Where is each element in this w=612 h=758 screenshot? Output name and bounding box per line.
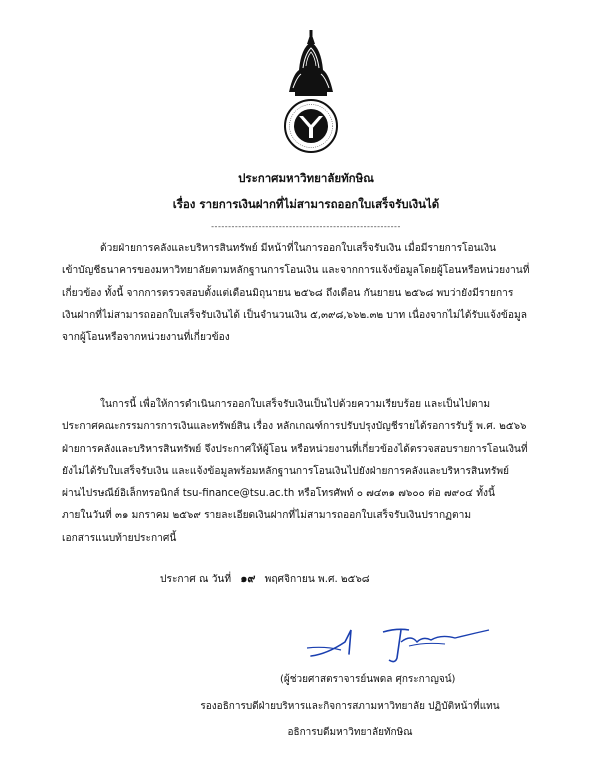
paragraph-2-line: เอกสารแนบท้ายประกาศนี้ bbox=[62, 532, 177, 544]
paragraph-1-line: เข้าบัญชีธนาคารของมหาวิทยาลัยตามหลักฐานการโอนเงิน และจากการแจ้งข้อมูลโดยผู้โอนหรือหน่วยงานที่ bbox=[62, 265, 530, 277]
signatory-position-2: อธิการบดีมหาวิทยาลัยทักษิณ bbox=[287, 727, 413, 738]
page-title: ประกาศมหาวิทยาลัยทักษิณ bbox=[238, 171, 374, 185]
university-seal-icon bbox=[283, 30, 339, 158]
paragraph-2-line: ผ่านไปรษณีย์อิเล็กทรอนิกส์ tsu-finance@tsu.ac.th หรือโทรศัพท์ ๐ ๗๔๓๑ ๗๖๐๐ ต่อ ๗๙๐๔ ทั้งนี้ bbox=[62, 488, 495, 500]
paragraph-1-line: เกี่ยวข้อง ทั้งนี้ จากการตรวจสอบตั้งแต่เดือนมิถุนายน ๒๕๖๘ ถึงเดือน กันยายน ๒๕๖๘ พบว่ายังมีรายการ bbox=[62, 287, 514, 299]
paragraph-2-line: ในการนี้ เพื่อให้การดำเนินการออกใบเสร็จรับเงินเป็นไปด้วยความเรียบร้อย และเป็นไปตาม bbox=[100, 399, 491, 410]
signatory-name: (ผู้ช่วยศาสตราจารย์นพดล ศุกระกาญจน์) bbox=[280, 674, 456, 685]
paragraph-2 bbox=[62, 394, 570, 550]
paragraph-2-line: ประกาศคณะกรรมการการเงินและทรัพย์สิน เรื่อง หลักเกณฑ์การปรับปรุงบัญชีรายได้รอการรับรู้ พ.ศ. ๒๕๖๖ bbox=[62, 421, 527, 433]
date-prefix: ประกาศ ณ วันที่ bbox=[160, 574, 232, 585]
handwritten-signature-icon bbox=[305, 612, 495, 672]
announcement-subject: เรื่อง รายการเงินฝากที่ไม่สามารถออกใบเสร็จรับเงินได้ bbox=[172, 197, 440, 211]
paragraph-1 bbox=[62, 238, 570, 349]
paragraph-1-line: เงินฝากที่ไม่สามารถออกใบเสร็จรับเงินได้ เป็นจำนวนเงิน ๕,๓๙๘,๖๖๒.๓๒ บาท เนื่องจากไม่ได้รับแจ้งข้อมูล bbox=[62, 309, 527, 321]
paragraph-1-line: ด้วยฝ่ายการคลังและบริหารสินทรัพย์ มีหน้าที่ในการออกใบเสร็จรับเงิน เมื่อมีรายการโอนเงิน bbox=[100, 243, 497, 254]
date-month-year: พฤศจิกายน พ.ศ. ๒๕๖๘ bbox=[264, 574, 370, 585]
paragraph-2-line: ภายในวันที่ ๓๑ มกราคม ๒๕๖๙ รายละเอียดเงินฝากที่ไม่สามารถออกใบเสร็จรับเงินปรากฏตาม bbox=[62, 510, 472, 522]
paragraph-2-line: ฝ่ายการคลังและบริหารสินทรัพย์ จึงประกาศให้ผู้โอน หรือหน่วยงานที่เกี่ยวข้องได้ตรวจสอบรายการโอนเงินที่ bbox=[62, 443, 528, 455]
university-seal-logo bbox=[283, 30, 339, 158]
paragraph-1-line: จากผู้โอนหรือจากหน่วยงานที่เกี่ยวข้อง bbox=[62, 332, 230, 344]
signature-image bbox=[305, 612, 495, 672]
date-day: ๑๙ bbox=[240, 572, 256, 585]
paragraph-2-line: ยังไม่ได้รับใบเสร็จรับเงิน และแจ้งข้อมูลพร้อมหลักฐานการโอนเงินไปยังฝ่ายการคลังและบริหารสินทรัพย์ bbox=[62, 465, 510, 477]
signatory-position: รองอธิการบดีฝ่ายบริหารและกิจการสภามหาวิทยาลัย ปฏิบัติหน้าที่แทน bbox=[200, 701, 500, 712]
announcement-date bbox=[160, 569, 370, 587]
separator-line: -------------------------------------------------------- bbox=[211, 222, 401, 231]
